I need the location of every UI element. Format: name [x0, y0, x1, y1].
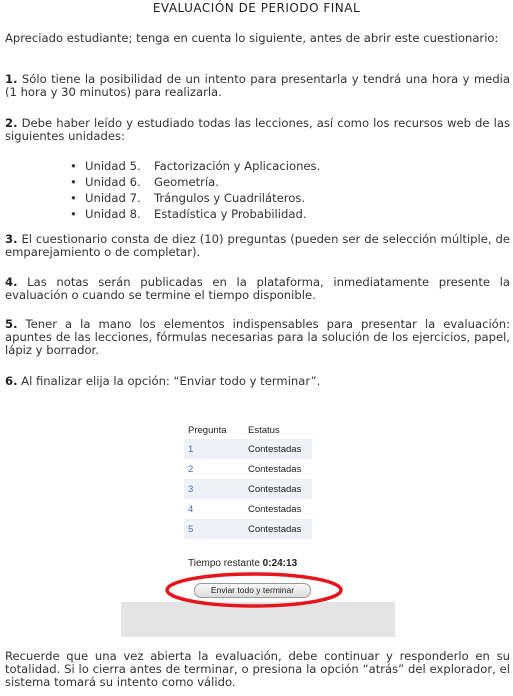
time-remaining-label: Tiempo restante: [188, 558, 260, 569]
question-status: Contestadas: [244, 479, 312, 499]
instruction-text: Tener a la mano los elementos indispensables para presentar la evaluación: apuntes de las lecciones, fórmulas necesarias para la solución de los ejercicios, papel, lápiz y borrador.: [5, 317, 511, 357]
instruction-text: Sólo tiene la posibilidad de un intento para presentarla y tendrá una hora y media (1 hora y 30 minutos) para realizarla.: [5, 72, 511, 99]
instruction-number: 2.: [5, 116, 18, 130]
question-link[interactable]: 1: [184, 439, 244, 459]
table-row: [184, 499, 312, 519]
unit-number: Unidad 8.: [85, 207, 141, 221]
quiz-summary-table: [184, 421, 312, 539]
question-status: Contestadas: [248, 463, 302, 475]
closing-text: Recuerde que una vez abierta la evaluación, debe continuar y responderlo en su totalidad. Si lo cierra antes de terminar, o presiona la opción “atrás” del explorador, el sistema tomará su intento como válido.: [5, 649, 510, 689]
instruction-text: Al finalizar elija la opción: “Enviar todo y terminar”.: [21, 374, 321, 388]
question-link[interactable]: 2: [188, 463, 194, 475]
instruction-number: 1.: [5, 72, 18, 86]
instruction-text: Debe haber leído y estudiado todas las lecciones, así como los recursos web de las siguientes unidades:: [5, 116, 510, 143]
bullet-icon: •: [70, 159, 77, 173]
instruction-number: 6.: [5, 374, 18, 388]
bullet-icon: •: [70, 175, 77, 189]
question-status: Contestadas: [244, 519, 312, 539]
column-header-status: Estatus: [248, 424, 280, 436]
question-link[interactable]: 5: [184, 519, 244, 539]
submit-all-button[interactable]: Enviar todo y terminar: [194, 583, 311, 598]
column-header-question: Pregunta: [188, 424, 227, 436]
table-header-row: [184, 421, 312, 439]
unit-topic: Geometría.: [154, 175, 219, 189]
intro-text: Apreciado estudiante; tenga en cuenta lo siguiente, antes de abrir este cuestionario:: [5, 31, 499, 45]
question-status: Contestadas: [248, 503, 302, 515]
instruction-number: 4.: [5, 275, 18, 289]
time-remaining: [188, 557, 297, 570]
table-row: [184, 519, 312, 539]
quiz-summary-screenshot: [121, 405, 395, 637]
page-title: EVALUACIÓN DE PERIODO FINAL: [152, 1, 361, 15]
unit-number: Unidad 6.: [85, 175, 141, 189]
table-row: [184, 459, 312, 479]
question-link[interactable]: 3: [184, 479, 244, 499]
bullet-icon: •: [70, 207, 77, 221]
instruction-5: [5, 318, 510, 357]
time-remaining-value: 0:24:13: [262, 558, 298, 569]
unit-topic: Estadística y Probabilidad.: [154, 207, 307, 221]
unit-number: Unidad 5.: [85, 159, 141, 173]
unit-number: Unidad 7.: [85, 191, 141, 205]
table-row: [184, 439, 312, 459]
instruction-text: Las notas serán publicadas en la plataforma, inmediatamente presente la evaluación o cuando se termine el tiempo disponible.: [5, 275, 510, 302]
instruction-number: 5.: [5, 317, 18, 331]
unit-topic: Trángulos y Cuadriláteros.: [154, 191, 306, 205]
highlight-ellipse: [163, 571, 345, 609]
bullet-icon: •: [70, 191, 77, 205]
question-status: Contestadas: [244, 439, 312, 459]
table-row: [184, 479, 312, 499]
instruction-number: 3.: [5, 232, 18, 246]
instruction-text: El cuestionario consta de diez (10) preguntas (pueden ser de selección múltiple, de emparejamiento o de completar).: [5, 232, 511, 259]
unit-topic: Factorización y Aplicaciones.: [154, 159, 321, 173]
instruction-3: [5, 233, 510, 259]
question-link[interactable]: 4: [188, 503, 194, 515]
instruction-4: [5, 276, 510, 302]
instruction-1: [5, 73, 510, 99]
instruction-6: [5, 375, 510, 388]
instruction-2: [5, 117, 510, 143]
